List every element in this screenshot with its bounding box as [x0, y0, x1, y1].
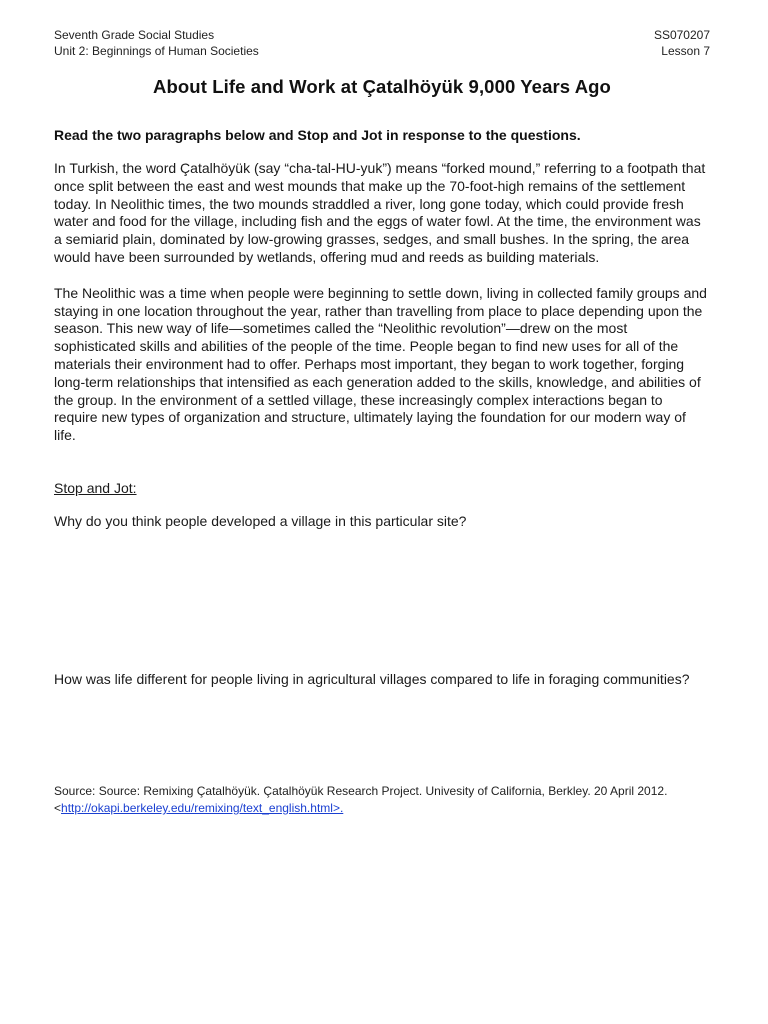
lesson-number: Lesson 7	[661, 43, 710, 58]
source-link-prefix: <	[54, 800, 62, 815]
question-2: How was life different for people living in agricultural villages compared to life in foraging communities?	[54, 671, 690, 688]
instructions: Read the two paragraphs below and Stop and Jot in response to the questions.	[54, 127, 581, 143]
header-left	[54, 28, 259, 59]
paragraph-1: In Turkish, the word Çatalhöyük (say “cha-tal-HU-yuk”) means “forked mound,” referring to a footpath that once split between the east and west mounds that make up the 70-foot-high remains of the settlement today. In Neolithic times, the two mounds straddled a river, long gone today, which could provide fresh water and food for the village, including fish and the eggs of water fowl. At the time, the environment was a semiarid plain, dominated by low-growing grasses, sedges, and small bushes. In the spring, the area would have been surrounded by wetlands, offering mud and reeds as building materials.	[54, 160, 706, 265]
question-1: Why do you think people developed a village in this particular site?	[54, 512, 467, 529]
document-header	[54, 28, 710, 59]
source-citation	[54, 783, 710, 817]
source-link[interactable]: http://okapi.berkeley.edu/remixing/text_english.html>.	[61, 800, 344, 815]
document-page	[54, 28, 710, 817]
course-name: Seventh Grade Social Studies	[54, 28, 215, 42]
page-title: About Life and Work at Çatalhöyük 9,000 Years Ago	[153, 76, 611, 97]
unit-name: Unit 2: Beginnings of Human Societies	[54, 43, 259, 58]
stop-and-jot-heading: Stop and Jot:	[54, 479, 137, 496]
paragraph-2: The Neolithic was a time when people were beginning to settle down, living in collected family groups and staying in one location throughout the year, rather than travelling from place to place depending upon the season. This new way of life—sometimes called the “Neolithic revolution”—drew on the most sophisticated skills and abilities of the people of the time. People began to find new uses for all of the materials their environment had to offer. Perhaps most important, they began to work together, forging long-term relationships that intensified as each generation added to the skills, knowledge, and abilities of the group. In the environment of a settled village, these increasingly complex interactions began to require new types of organization and structure, ultimately laying the foundation for our modern way of life.	[54, 284, 707, 444]
header-right	[654, 28, 710, 59]
source-text: Source: Source: Remixing Çatalhöyük. Çatalhöyük Research Project. Univesity of California, Berkley. 20 April 2012.	[54, 783, 668, 798]
course-code: SS070207	[653, 28, 710, 42]
source-link-line	[54, 800, 710, 817]
